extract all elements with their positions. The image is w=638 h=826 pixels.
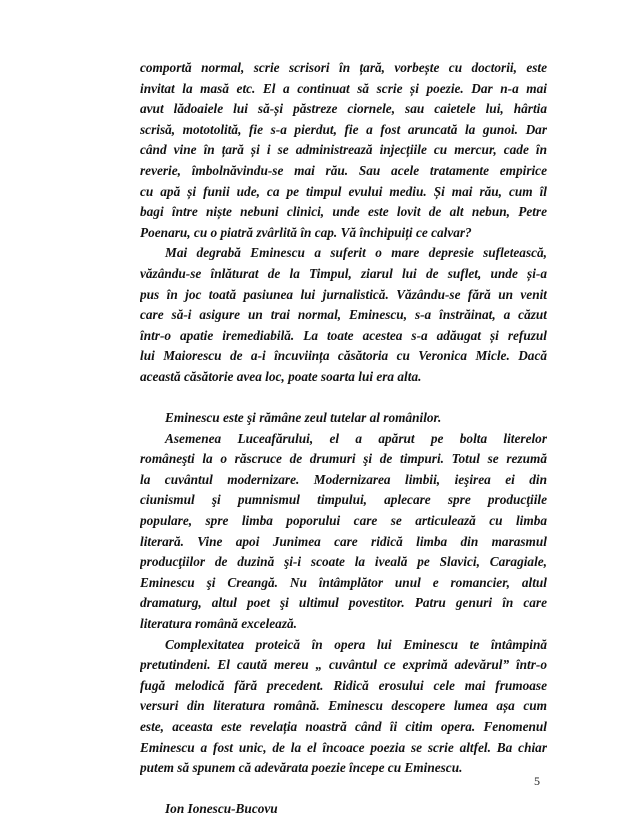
- text-line: ciunismul şi pumnismul timpului, aplecare spre producţiile: [140, 492, 547, 508]
- text-line: Mai degrabă Eminescu a suferit o mare depresie sufletească,: [165, 245, 547, 261]
- text-line: Asemenea Luceafărului, el a apărut pe bolta literelor: [165, 430, 547, 446]
- text-line: într-o apatie iremediabilă. La toate acestea s-a adăugat și refuzul: [140, 327, 547, 343]
- text-line: văzându-se înlăturat de la Timpul, ziarul lui de suflet, unde și-a: [140, 265, 547, 281]
- text-line: pus în joc toată pasiunea lui jurnalistică. Văzându-se fără un venit: [140, 286, 547, 302]
- text-line: versuri din literatura română. Eminescu descopere lumea așa cum: [140, 698, 547, 714]
- text-line: invitat la masă etc. El a continuat să scrie și poezie. Dar n-a mai: [140, 80, 547, 96]
- text-line: Complexitatea proteică în opera lui Eminescu te întâmpină: [165, 636, 547, 652]
- text-line: când vine în țară și i se administrează injecțiile cu mercur, cade în: [140, 142, 547, 158]
- text-line: această căsătorie avea loc, poate soarta lui era alta.: [140, 368, 422, 384]
- text-line: pretutindeni. El caută mereu „ cuvântul ce exprimă adevărul” într-o: [140, 657, 547, 673]
- text-line: lui Maiorescu de a-i încuviința căsătoria cu Veronica Micle. Dacă: [140, 348, 547, 364]
- text-line: Poenaru, cu o piatră zvârlită în cap. Vă închipuiți ce calvar?: [140, 224, 472, 240]
- text-line: scrisă, mototolită, fie s-a pierdut, fie a fost aruncată la gunoi. Dar: [140, 121, 547, 137]
- text-line: dramaturg, altul poet şi ultimul povestitor. Patru genuri în care: [140, 595, 547, 611]
- text-line: producţiilor de duzină şi-i scoate la iveală pe Slavici, Caragiale,: [140, 554, 547, 570]
- text-line: comportă normal, scrie scrisori în țară, vorbește cu doctorii, este: [140, 60, 547, 75]
- text-line: este, aceasta este revelația noastră când îi citim opera. Fenomenul: [140, 719, 547, 734]
- text-line: care să-i asigure un trai normal, Eminescu, s-a înstrăinat, a căzut: [140, 307, 547, 323]
- page-number: 5: [534, 774, 540, 788]
- text-line: fugă melodică fără precedent. Ridică erosului cele mai frumoase: [140, 677, 547, 693]
- author-signature: Ion Ionescu-Bucovu: [165, 801, 278, 817]
- text-line: româneşti la o răscruce de drumuri şi de timpuri. Totul se rezumă: [140, 451, 547, 467]
- paragraph: [140, 635, 547, 779]
- paragraph: [140, 429, 547, 635]
- text-line: la cuvântul modernizare. Modernizarea limbii, ieşirea ei din: [140, 471, 547, 487]
- essay-text: [140, 58, 547, 779]
- spacer: [140, 779, 547, 800]
- text-line: cu apă și funii ude, ca pe timpul evului mediu. Și mai rău, cum îl: [140, 183, 547, 199]
- page-body: [140, 58, 547, 820]
- text-line: populare, spre limba poporului care se articulează cu limba: [140, 513, 547, 529]
- text-line: Eminescu şi Creangă. Nu întâmplător unul e romancier, altul: [140, 574, 547, 590]
- paragraph: [140, 408, 547, 429]
- text-line: literară. Vine apoi Junimea care ridică limba din marasmul: [140, 533, 547, 549]
- text-line: avut lădoaiele lui să-și păstreze ciornele, sau caietele lui, hârtia: [140, 101, 547, 117]
- text-line: putem să spunem că adevărata poezie începe cu Eminescu.: [140, 760, 463, 776]
- text-line: reverie, îmbolnăvindu-se mai rău. Sau acele tratamente empirice: [140, 162, 547, 178]
- paragraph: [140, 243, 547, 387]
- paragraph: [140, 58, 547, 243]
- text-line: Eminescu este şi rămâne zeul tutelar al românilor.: [165, 410, 442, 426]
- text-line: literatura română excelează.: [140, 616, 297, 632]
- paragraph-gap: [140, 388, 547, 409]
- text-line: Eminescu a fost unic, de la el încoace poezia se scrie altfel. Ba chiar: [140, 739, 547, 755]
- text-line: bagi între niște nebuni clinici, unde este lovit de alt nebun, Petre: [140, 204, 547, 220]
